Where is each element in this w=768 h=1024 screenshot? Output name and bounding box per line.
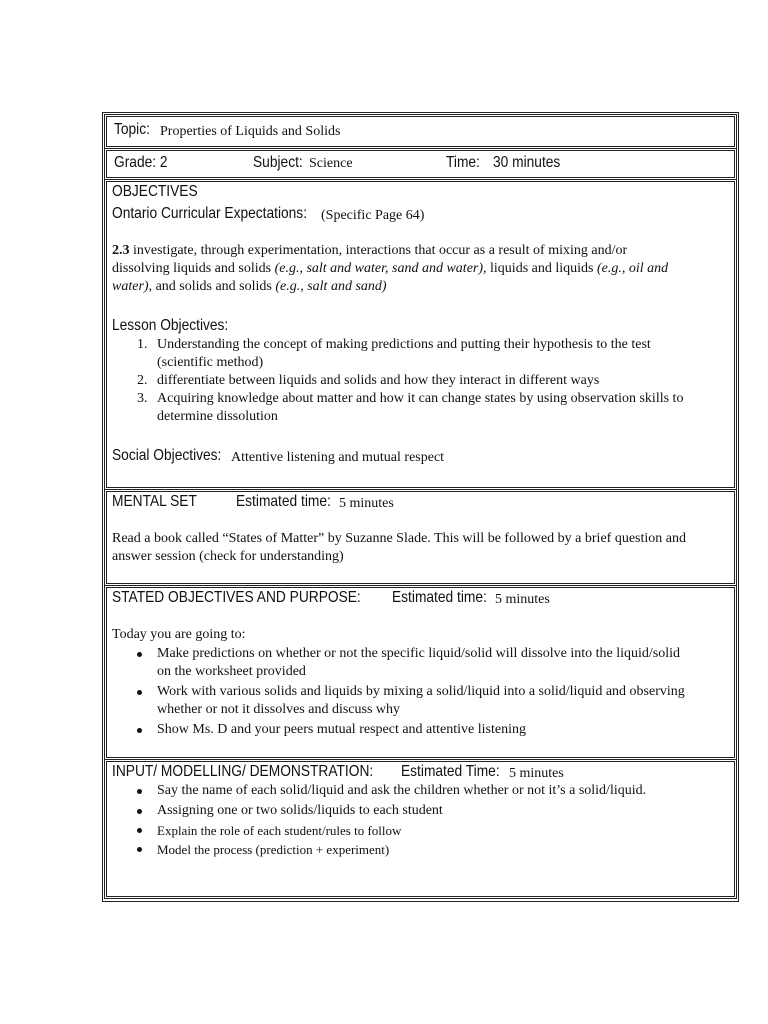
- lesson-objective-text: Understanding the concept of making predictions and putting their hypothesis to the test: [157, 337, 651, 352]
- stated-time-value: 5 minutes: [495, 592, 550, 607]
- bullet-icon: [137, 828, 142, 833]
- bullet-icon: [137, 789, 142, 794]
- lesson-objective-text-cont: (scientific method): [157, 355, 264, 370]
- lesson-objective-text-cont: determine dissolution: [157, 409, 278, 424]
- lesson-objective-text: differentiate between liquids and solids and how they interact in different ways: [157, 373, 600, 388]
- input-item-text: Explain the role of each student/rules to follow: [157, 823, 402, 838]
- mental-set-heading: MENTAL SET: [112, 493, 197, 510]
- input-item-text: Say the name of each solid/liquid and ask the children whether or not it’s a solid/liquid.: [157, 783, 647, 798]
- mental-set-time-value: 5 minutes: [339, 496, 394, 511]
- stated-item-text-cont: whether or not it dissolves and discuss why: [157, 702, 401, 717]
- topic-row: [106, 116, 735, 147]
- input-time-value: 5 minutes: [509, 766, 564, 781]
- input-time-label: Estimated Time:: [401, 763, 500, 780]
- mental-set-row: [106, 491, 735, 584]
- input-heading: INPUT/ MODELLING/ DEMONSTRATION:: [112, 763, 374, 780]
- expectation-example-2b: water): [112, 279, 149, 294]
- expectation-text-1: investigate, through experimentation, interactions that occur as a result of mixing and/or: [133, 243, 628, 258]
- expectation-example-2: (e.g., oil and: [596, 261, 669, 276]
- expectation-text-3b: , and solids and solids: [148, 279, 272, 294]
- expectation-example-1: (e.g., salt and water, sand and water): [274, 261, 484, 276]
- lesson-objective-number: 1.: [137, 337, 148, 352]
- lesson-objective-number: 2.: [137, 373, 148, 388]
- social-objectives-value: Attentive listening and mutual respect: [231, 450, 445, 465]
- bullet-icon: [137, 652, 142, 657]
- expectation-line-2: [112, 261, 668, 277]
- grade-label: Grade: 2: [114, 154, 168, 171]
- expectation-example-3: (e.g., salt and sand): [275, 279, 387, 294]
- stated-item-text: Make predictions on whether or not the specific liquid/solid will dissolve into the liquid/solid: [157, 646, 680, 661]
- input-item-text: Model the process (prediction + experiment): [157, 842, 390, 857]
- stated-time-label: Estimated time:: [392, 589, 487, 606]
- expectation-line-3: [112, 279, 387, 295]
- subject-value: Science: [309, 156, 353, 171]
- bullet-icon: [137, 809, 142, 814]
- lesson-objective-text: Acquiring knowledge about matter and how it can change states by using observation skills to: [157, 391, 684, 406]
- stated-objectives-heading: STATED OBJECTIVES AND PURPOSE:: [112, 589, 361, 606]
- curricular-note: (Specific Page 64): [321, 208, 425, 223]
- expectation-number: 2.3: [112, 243, 130, 258]
- stated-item-text-cont: on the worksheet provided: [157, 664, 306, 679]
- input-item-text: Assigning one or two solids/liquids to each student: [157, 803, 443, 818]
- bullet-icon: [137, 728, 142, 733]
- topic-value: Properties of Liquids and Solids: [160, 124, 341, 139]
- expectation-text-2c: , liquids and liquids: [483, 261, 594, 276]
- stated-item-text: Show Ms. D and your peers mutual respect and attentive listening: [157, 722, 526, 737]
- mental-set-text-1: Read a book called “States of Matter” by Suzanne Slade. This will be followed by a brief question and: [112, 531, 686, 546]
- objectives-heading: OBJECTIVES: [112, 183, 198, 200]
- social-objectives-label: Social Objectives:: [112, 447, 222, 464]
- bullet-icon: [137, 690, 142, 695]
- mental-set-text-2: answer session (check for understanding): [112, 549, 344, 564]
- topic-label: Topic:: [114, 121, 150, 138]
- curricular-label: Ontario Curricular Expectations:: [112, 205, 308, 222]
- stated-objectives-row: [106, 587, 735, 758]
- lesson-plan-table: [102, 112, 739, 902]
- mental-set-time-label: Estimated time:: [236, 493, 331, 510]
- input-modelling-row: [106, 761, 735, 897]
- expectation-text-2a: dissolving liquids and solids: [112, 261, 272, 276]
- lesson-objective-number: 3.: [137, 391, 148, 406]
- lesson-objectives-heading: Lesson Objectives:: [112, 317, 229, 334]
- objectives-row: [106, 181, 735, 488]
- time-label: Time:: [446, 154, 480, 171]
- bullet-icon: [137, 847, 142, 852]
- stated-intro: Today you are going to:: [112, 627, 246, 642]
- grade-row: [106, 150, 735, 178]
- subject-label: Subject:: [253, 154, 303, 171]
- expectation-line-1: [112, 243, 627, 259]
- stated-item-text: Work with various solids and liquids by mixing a solid/liquid into a solid/liquid and observing: [157, 684, 685, 699]
- time-value: 30 minutes: [493, 154, 561, 171]
